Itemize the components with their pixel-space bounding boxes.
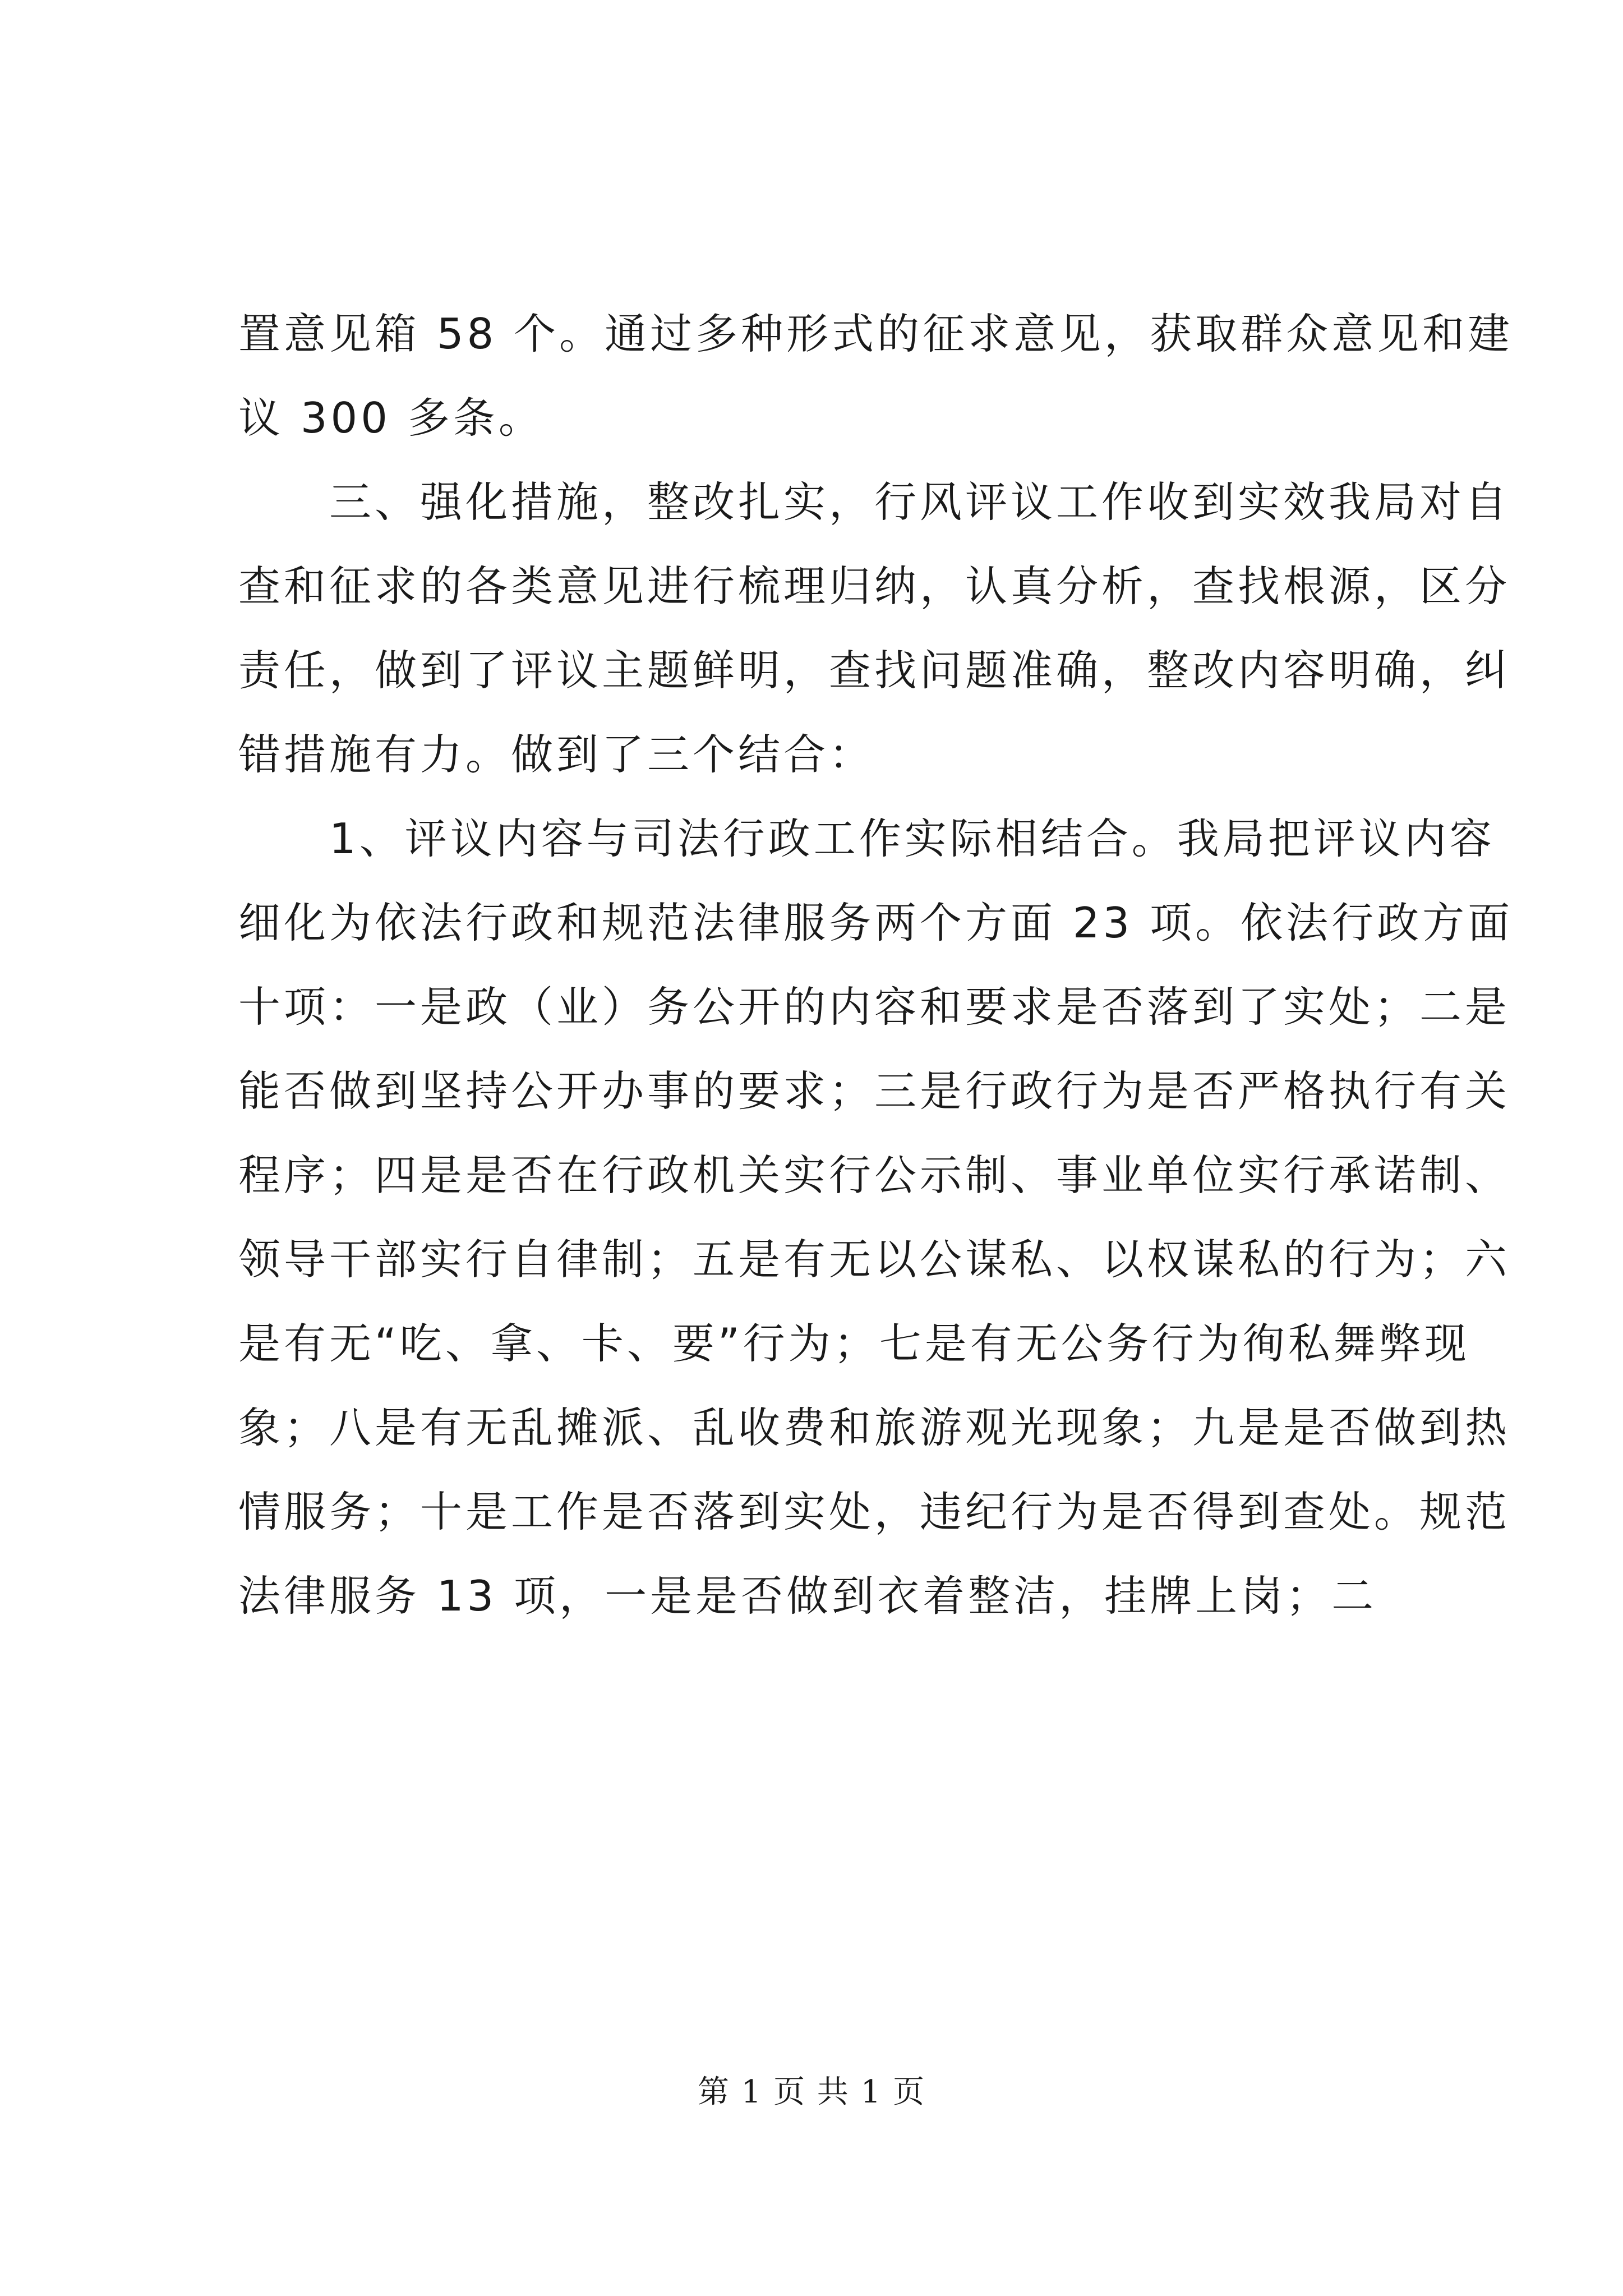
text-line: 情服务；十是工作是否落到实处，违纪行为是否得到查处。规范 (238, 1487, 1511, 1536)
text-line: 法律服务 13 项，一是是否做到衣着整洁，挂牌上岗；二 (238, 1571, 1377, 1621)
text-line: 领导干部实行自律制；五是有无以公谋私、以权谋私的行为；六 (238, 1235, 1511, 1284)
text-line: 1、评议内容与司法行政工作实际相结合。我局把评议内容 (238, 814, 1495, 863)
text-line: 三、强化措施，整改扎实，行风评议工作收到实效我局对自 (238, 477, 1511, 527)
text-line: 议 300 多条。 (238, 393, 544, 443)
text-line: 十项：一是政（业）务公开的内容和要求是否落到了实处；二是 (238, 982, 1511, 1032)
text-line: 细化为依法行政和规范法律服务两个方面 23 项。依法行政方面 (238, 898, 1514, 947)
text-line: 置意见箱 58 个。通过多种形式的征求意见，获取群众意见和建 (238, 309, 1514, 358)
page-number-footer: 第 1 页 共 1 页 (697, 2074, 926, 2110)
text-line: 查和征求的各类意见进行梳理归纳，认真分析，查找根源，区分 (238, 562, 1511, 611)
text-line: 能否做到坚持公开办事的要求；三是行政行为是否严格执行有关 (238, 1066, 1511, 1116)
text-line: 象；八是有无乱摊派、乱收费和旅游观光现象；九是是否做到热 (238, 1403, 1511, 1452)
text-line: 错措施有力。做到了三个结合： (238, 730, 875, 779)
text-line: 是有无“吃、拿、卡、要”行为；七是有无公务行为徇私舞弊现 (238, 1319, 1470, 1368)
text-line: 责任，做到了评议主题鲜明，查找问题准确，整改内容明确，纠 (238, 646, 1511, 695)
text-line: 程序；四是是否在行政机关实行公示制、事业单位实行承诺制、 (238, 1151, 1511, 1200)
body-text (238, 292, 1514, 1638)
